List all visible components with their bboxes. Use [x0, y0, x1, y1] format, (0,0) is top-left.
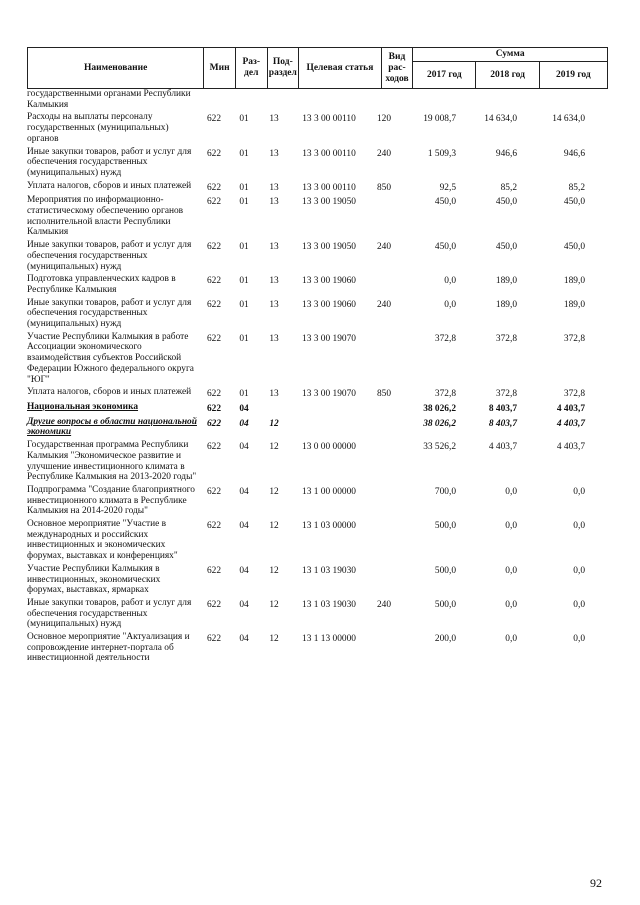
- row-min: 622: [206, 242, 222, 253]
- row-min: 622: [206, 114, 222, 125]
- row-name: Иные закупки товаров, работ и услуг для обеспечения государственных (муниципальных) нужд: [27, 297, 192, 330]
- row-min: 622: [206, 442, 222, 453]
- row-vid: [369, 519, 399, 562]
- row-min: 622: [206, 486, 222, 497]
- row-tselevaya: 13 1 03 00000: [302, 521, 356, 532]
- row-razdel: 01: [239, 197, 249, 208]
- row-tselevaya: 13 0 00 00000: [302, 442, 356, 453]
- row-2017: 92,5: [439, 182, 456, 193]
- row-razdel: 04: [239, 403, 249, 414]
- row-name: Мероприятия по информационно-статистическому обеспечению органов исполнительной власти Республики Калмыкия: [27, 195, 184, 238]
- row-2019: 0,0: [573, 486, 585, 497]
- row-podrazdel: 12: [269, 442, 279, 453]
- row-2018: 0,0: [505, 634, 517, 645]
- row-2018: 0,0: [505, 521, 517, 532]
- row-2017: 1 509,3: [427, 148, 456, 159]
- row-min: 622: [206, 276, 222, 287]
- row-min: 622: [206, 403, 222, 414]
- row-tselevaya: 13 3 00 00110: [302, 182, 356, 193]
- row-2018: 946,6: [495, 148, 517, 159]
- row-name: государственными органами Республики Калмыкия: [27, 89, 191, 110]
- row-podrazdel: 13: [269, 389, 279, 400]
- row-name: Основное мероприятие "Актуализация и сопровождение интернет-портала об инвестиционной деятельности: [27, 632, 190, 664]
- header-2019: 2019 год: [539, 62, 607, 89]
- row-vid: 240: [376, 599, 392, 610]
- row-tselevaya: 13 3 00 19050: [302, 242, 356, 253]
- table-row: [27, 298, 608, 330]
- row-podrazdel: 12: [269, 521, 279, 532]
- row-razdel: 04: [239, 565, 249, 576]
- row-2018: 85,2: [500, 182, 517, 193]
- row-name: Уплата налогов, сборов и иных платежей: [27, 180, 192, 191]
- row-2017: 0,0: [444, 276, 456, 287]
- row-tselevaya: 13 3 00 19050: [302, 197, 356, 208]
- row-tselevaya: 13 3 00 19070: [302, 333, 356, 344]
- table-row: [27, 195, 608, 238]
- row-min: 622: [206, 299, 222, 310]
- row-razdel: 04: [239, 418, 249, 429]
- header-2018: 2018 год: [476, 62, 539, 89]
- row-name: Иные закупки товаров, работ и услуг для обеспечения государственных (муниципальных) нужд: [27, 146, 192, 178]
- row-tselevaya: [289, 89, 369, 110]
- table-row: [27, 274, 608, 295]
- row-2019: 372,8: [563, 389, 585, 400]
- row-vid: 240: [376, 299, 392, 310]
- row-2019: 189,0: [563, 276, 585, 287]
- row-vid: [369, 485, 399, 517]
- row-2018: 0,0: [505, 599, 517, 610]
- row-tselevaya: [289, 417, 369, 438]
- header-razdel: Раз-дел: [235, 48, 267, 89]
- row-vid: [369, 274, 399, 295]
- row-tselevaya: 13 3 00 19060: [302, 299, 356, 310]
- row-name: Подготовка управленческих кадров в Республике Калмыкия: [27, 274, 176, 295]
- row-2019: 450,0: [563, 242, 585, 253]
- header-min: Мин: [204, 48, 236, 89]
- row-2018: 450,0: [495, 197, 517, 208]
- row-min: 622: [206, 389, 222, 400]
- row-name: Участие Республики Калмыкия в работе Ассоциации экономического взаимодействия субъектов Российской Федерации Южного федерального округа "ЮГ": [27, 331, 194, 385]
- row-tselevaya: 13 1 13 00000: [302, 634, 356, 645]
- row-vid: 120: [376, 114, 392, 125]
- page-number: 92: [590, 876, 602, 890]
- table-row: [27, 417, 608, 438]
- row-2017: 372,8: [434, 389, 456, 400]
- row-min: 622: [206, 197, 222, 208]
- row-2019: 4 403,7: [556, 418, 585, 429]
- table-row: [27, 387, 608, 400]
- row-vid: [369, 564, 399, 596]
- row-2018: 372,8: [495, 333, 517, 344]
- table-row: [27, 598, 608, 630]
- table-row: [27, 564, 608, 596]
- row-min: 622: [206, 182, 222, 193]
- row-2018: 8 403,7: [488, 418, 517, 429]
- row-name: Основное мероприятие "Участие в международных и российских инвестиционных и экономических форумах, выставках и конференциях": [27, 519, 178, 562]
- row-tselevaya: 13 3 00 00110: [302, 148, 356, 159]
- row-razdel: 01: [239, 182, 249, 193]
- row-razdel: 04: [239, 634, 249, 645]
- row-2019: 372,8: [563, 333, 585, 344]
- row-podrazdel: 13: [269, 114, 279, 125]
- row-name: Иные закупки товаров, работ и услуг для обеспечения государственных (муниципальных) нужд: [27, 240, 192, 272]
- row-vid: [369, 632, 399, 664]
- row-2019: 189,0: [563, 299, 585, 310]
- table-row: [27, 485, 608, 517]
- row-podrazdel: 13: [269, 242, 279, 253]
- row-podrazdel: [259, 89, 289, 110]
- row-vid: 240: [376, 242, 392, 253]
- row-vid: [369, 195, 399, 238]
- row-razdel: 04: [239, 486, 249, 497]
- row-2017: 500,0: [434, 565, 456, 576]
- row-vid: 240: [376, 148, 392, 159]
- row-vid: 850: [376, 389, 392, 400]
- row-2019: 4 403,7: [556, 442, 585, 453]
- table-row: [27, 240, 608, 272]
- row-razdel: 01: [239, 276, 249, 287]
- row-razdel: 01: [239, 148, 249, 159]
- row-razdel: [229, 89, 259, 110]
- row-podrazdel: 12: [269, 634, 279, 645]
- row-razdel: 04: [239, 442, 249, 453]
- row-2017: 500,0: [434, 599, 456, 610]
- row-2017: 500,0: [434, 521, 456, 532]
- row-tselevaya: 13 1 03 19030: [302, 565, 356, 576]
- row-tselevaya: 13 1 00 00000: [302, 486, 356, 497]
- table-row: [27, 112, 608, 144]
- row-2019: 4 403,7: [556, 403, 585, 414]
- table-header: [27, 47, 608, 89]
- header-summa: Сумма: [413, 48, 608, 62]
- row-min: 622: [206, 634, 222, 645]
- row-2019: 450,0: [563, 197, 585, 208]
- header-vid: Вид рас-ходов: [381, 48, 413, 89]
- table-row: [27, 519, 608, 562]
- row-razdel: 01: [239, 242, 249, 253]
- row-razdel: 01: [239, 299, 249, 310]
- row-2018: 4 403,7: [488, 442, 517, 453]
- row-min: 622: [206, 521, 222, 532]
- row-2017: 19 008,7: [423, 114, 456, 125]
- row-2017: [399, 89, 460, 110]
- row-razdel: 04: [239, 521, 249, 532]
- header-podrazdel: Под-раздел: [267, 48, 299, 89]
- row-podrazdel: [259, 402, 289, 415]
- row-name: Участие Республики Калмыкия в инвестиционных, экономических форумах, выставках, ярмарках: [27, 563, 161, 596]
- row-name: Национальная экономика: [27, 401, 139, 412]
- row-vid: [369, 89, 399, 110]
- row-2018: 189,0: [495, 276, 517, 287]
- table-row: [27, 147, 608, 179]
- row-podrazdel: 13: [269, 276, 279, 287]
- row-podrazdel: 13: [269, 197, 279, 208]
- row-name: Подпрограмма "Создание благоприятного инвестиционного климата в Республике Калмыкия на 2014-2020 годы": [27, 484, 195, 517]
- table-body: [27, 89, 608, 666]
- row-2017: 38 026,2: [423, 418, 456, 429]
- row-name: Иные закупки товаров, работ и услуг для обеспечения государственных (муниципальных) нужд: [27, 597, 192, 630]
- row-vid: 850: [376, 182, 392, 193]
- table-row: [27, 440, 608, 483]
- row-2019: [521, 89, 587, 110]
- row-2017: 700,0: [434, 486, 456, 497]
- row-vid: [369, 332, 399, 386]
- row-podrazdel: 12: [269, 486, 279, 497]
- row-tselevaya: 13 3 00 19060: [302, 276, 356, 287]
- table-row: [27, 181, 608, 194]
- row-2018: [460, 89, 521, 110]
- row-2018: 0,0: [505, 486, 517, 497]
- row-2019: 0,0: [573, 521, 585, 532]
- row-2019: 14 634,0: [552, 114, 585, 125]
- row-2018: 0,0: [505, 565, 517, 576]
- row-vid: [369, 402, 399, 415]
- row-2019: 946,6: [563, 148, 585, 159]
- row-2017: 450,0: [434, 197, 456, 208]
- row-min: 622: [206, 148, 222, 159]
- row-vid: [369, 417, 399, 438]
- row-tselevaya: 13 3 00 19070: [302, 389, 356, 400]
- row-2018: 14 634,0: [484, 114, 517, 125]
- table-row: [27, 632, 608, 664]
- row-2017: 0,0: [444, 299, 456, 310]
- row-2018: 372,8: [495, 389, 517, 400]
- row-2018: 189,0: [495, 299, 517, 310]
- row-razdel: 01: [239, 333, 249, 344]
- row-tselevaya: 13 3 00 00110: [302, 114, 356, 125]
- row-min: 622: [206, 599, 222, 610]
- row-2018: 450,0: [495, 242, 517, 253]
- header-2017: 2017 год: [413, 62, 476, 89]
- row-tselevaya: 13 1 03 19030: [302, 599, 356, 610]
- row-2017: 33 526,2: [423, 442, 456, 453]
- row-razdel: 01: [239, 114, 249, 125]
- row-2017: 38 026,2: [423, 403, 456, 414]
- row-podrazdel: 13: [269, 148, 279, 159]
- row-2019: 0,0: [573, 599, 585, 610]
- row-name: Другие вопросы в области национальной экономики: [27, 416, 197, 438]
- table-row: [27, 402, 608, 415]
- row-vid: [369, 440, 399, 483]
- row-podrazdel: 12: [269, 565, 279, 576]
- row-name: Уплата налогов, сборов и иных платежей: [27, 387, 192, 398]
- row-podrazdel: 13: [269, 182, 279, 193]
- table-row: [27, 89, 608, 110]
- header-tselevaya: Целевая статья: [299, 48, 382, 89]
- row-2017: 200,0: [434, 634, 456, 645]
- row-2019: 0,0: [573, 565, 585, 576]
- row-podrazdel: 13: [269, 299, 279, 310]
- row-2017: 372,8: [434, 333, 456, 344]
- header-name: Наименование: [28, 48, 204, 89]
- row-min: 622: [206, 418, 222, 429]
- row-razdel: 04: [239, 599, 249, 610]
- row-podrazdel: 12: [269, 599, 279, 610]
- row-min: [199, 89, 229, 110]
- row-min: 622: [206, 565, 222, 576]
- row-tselevaya: [289, 402, 369, 415]
- table-row: [27, 332, 608, 386]
- row-2019: 85,2: [568, 182, 585, 193]
- row-podrazdel: 12: [269, 418, 279, 429]
- row-min: 622: [206, 333, 222, 344]
- row-2018: 8 403,7: [488, 403, 517, 414]
- row-2019: 0,0: [573, 634, 585, 645]
- row-razdel: 01: [239, 389, 249, 400]
- row-name: Расходы на выплаты персоналу государственных (муниципальных) органов: [27, 112, 169, 144]
- row-name: Государственная программа Республики Калмыкия "Экономическое развитие и улучшение инвестиционного климата в Республике Калмыкия на 2013-2020 годы": [27, 440, 197, 483]
- row-2017: 450,0: [434, 242, 456, 253]
- row-podrazdel: 13: [269, 333, 279, 344]
